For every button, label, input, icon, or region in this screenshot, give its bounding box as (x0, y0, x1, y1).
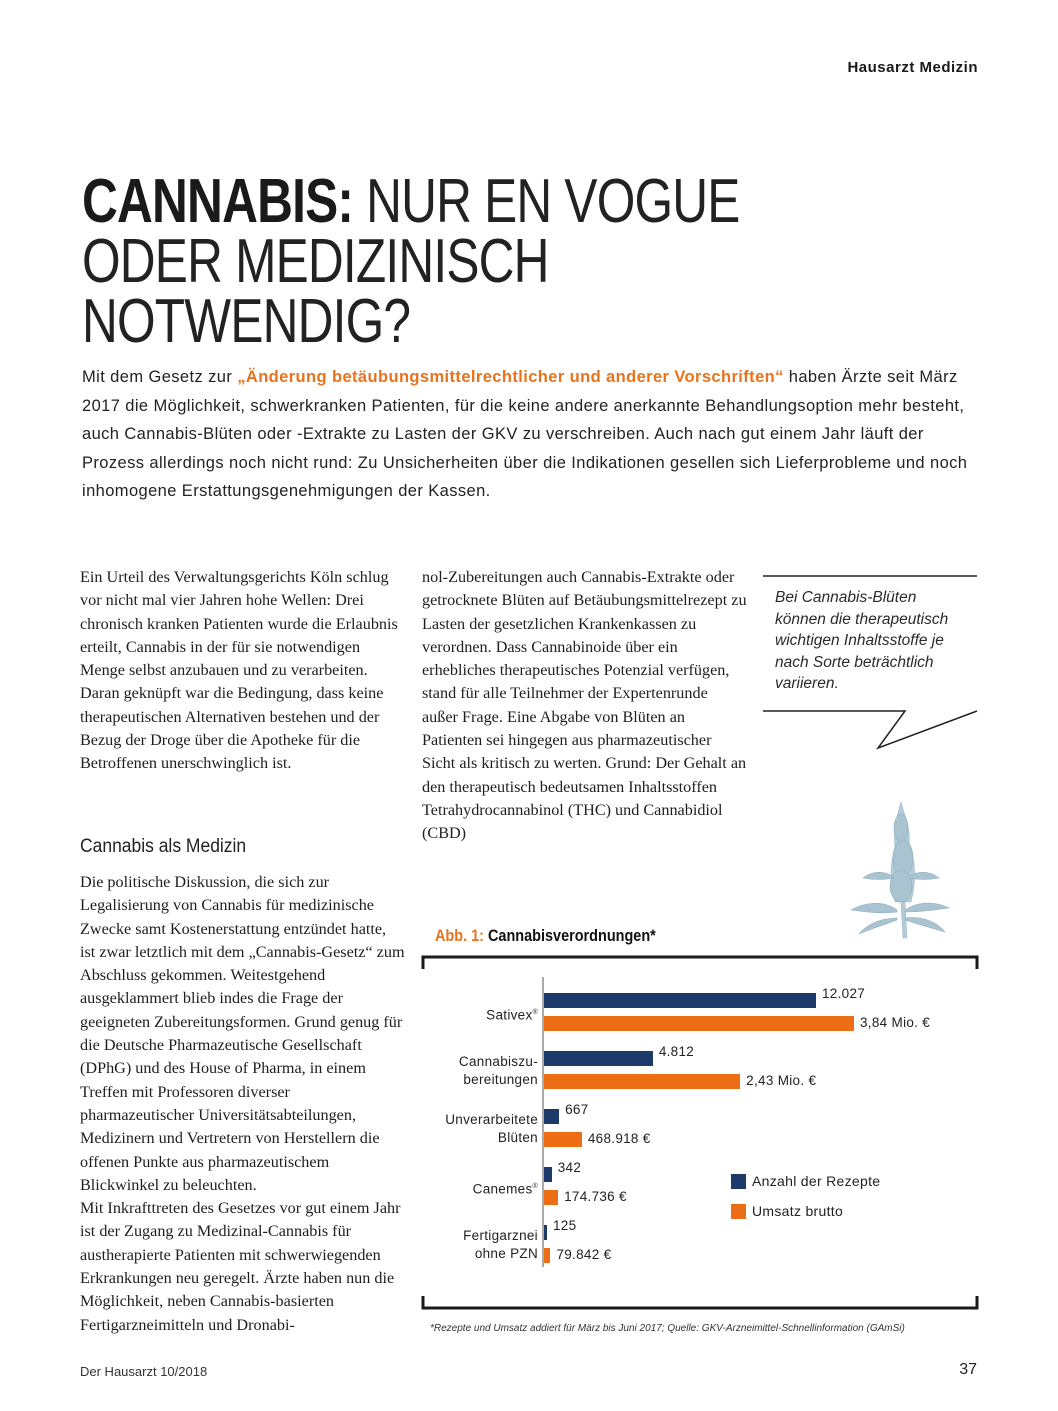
value-label-rezepte: 342 (557, 1160, 582, 1175)
bar-rezepte (544, 1225, 547, 1240)
intro-highlight: „Änderung betäubungsmittelrechtlicher und anderer Vorschriften“ (237, 368, 784, 386)
category-label (398, 1004, 538, 1025)
category-label-line1: Unverarbeitete (445, 1112, 538, 1127)
category-label (398, 1227, 538, 1263)
pull-quote: Bei Cannabis-Blüten können die therapeutisch wichtigen Inhaltsstoffe je nach Sorte beträchtlich variieren. (775, 589, 949, 692)
category-label (398, 1053, 538, 1089)
category-label-line1: Canemes® (472, 1181, 538, 1197)
figure-title (435, 926, 656, 946)
bar-rezepte (544, 1051, 653, 1066)
value-label-umsatz: 2,43 Mio. € (746, 1073, 817, 1088)
registered-mark: ® (532, 1009, 538, 1016)
headline-line1: NUR EN VOGUE (366, 167, 740, 236)
value-label-rezepte: 12.027 (822, 986, 866, 1001)
legend-item-umsatz (731, 1203, 880, 1219)
category-label-line1: Sativex® (486, 1007, 538, 1023)
section-label: Hausarzt Medizin (847, 59, 978, 76)
legend-swatch-blue (731, 1174, 746, 1189)
figure-number: Abb. 1: (435, 926, 484, 945)
headline-line2: ODER MEDIZINISCH NOTWENDIG? (82, 227, 549, 356)
legend-swatch-orange (731, 1204, 746, 1219)
body-col1-p1: Ein Urteil des Verwaltungsgerichts Köln schlug vor nicht mal vier Jahren hohe Wellen: Drei chronisch kranken Patienten wurde die Erlaubnis erteilt, Cannabis in der für sie notwendigen Menge selbst anzubauen und zu verarbeiten. Daran geknüpft war die Bedingung, dass keine therapeutischen Alternativen bestehen und der Bezug der Droge über die Apotheke für die Betroffenen unerschwinglich ist. (80, 568, 398, 773)
value-label-umsatz: 468.918 € (587, 1131, 651, 1146)
figure-name: Cannabisverordnungen* (487, 926, 656, 945)
body-col2-p1: nol-Zubereitungen auch Cannabis-Extrakte oder getrocknete Blüten auf Betäubungsmittelrezept zu Lasten der gesetzlichen Krankenkassen zu verordnen. Dass Cannabinoide über ein erhebliches therapeutisches Potenzial verfügen, stand für alle Teilnehmer der Expertenrunde außer Frage. Eine Abgabe von Blüten an Patienten sei hingegen aus pharmazeutischer Sicht als kritisch zu werten. Grund: Der Gehalt an den therapeutisch bedeutsamen Inhaltsstoffen Tetrahydrocannabinol (THC) und Cannabidiol (CBD) (422, 568, 747, 843)
value-label-rezepte: 125 (553, 1218, 577, 1233)
subheading: Cannabis als Medizin (80, 836, 247, 857)
bar-rezepte (544, 993, 816, 1008)
bar-umsatz (544, 1132, 582, 1147)
bar-rezepte (544, 1167, 552, 1182)
legend-label-rezepte: Anzahl der Rezepte (752, 1173, 881, 1189)
intro-pre: Mit dem Gesetz zur (82, 368, 238, 386)
legend-label-umsatz: Umsatz brutto (752, 1203, 844, 1219)
value-label-umsatz: 174.736 € (564, 1189, 627, 1204)
bar-umsatz (544, 1248, 550, 1263)
registered-mark: ® (532, 1183, 538, 1190)
value-label-umsatz: 79.842 € (556, 1247, 612, 1262)
legend (731, 1173, 880, 1219)
figure-footnote: *Rezepte und Umsatz addiert für März bis Juni 2017; Quelle: GKV-Arzneimittel-Schnellinformation (GAmSi) (430, 1323, 905, 1334)
bar-umsatz (544, 1074, 740, 1089)
category-label-line1: Cannabiszu- (458, 1054, 538, 1069)
category-label-line2: Blüten (497, 1130, 538, 1145)
value-label-umsatz: 3,84 Mio. € (860, 1015, 931, 1030)
category-label (398, 1111, 538, 1147)
value-label-rezepte: 667 (565, 1102, 589, 1117)
category-label-line2: ohne PZN (474, 1246, 538, 1261)
body-col1-p2: Die politische Diskussion, die sich zur Legalisierung von Cannabis für medizinische Zwecke samt Kostenerstattung entzündet hatte, ist zwar letztlich mit dem „Cannabis-Gesetz“ zum Abschluss gekommen. Weitestgehend ausgeklammert blieb indes die Frage der geeigneten Zubereitungsformen. Grund genug für die Deutsche Pharmazeutische Gesellschaft (DPhG) und des House of Pharma, in einem Treffen mit Professoren diverser pharmazeutischer Universitätsabteilungen, Medizinern und Vertretern von Herstellern die offenen Punkte aus pharmazeutischem Blickwinkel zu beleuchten. (80, 873, 405, 1194)
category-label-line2: bereitungen (463, 1072, 538, 1087)
category-label (398, 1178, 538, 1199)
bar-rezepte (544, 1109, 559, 1124)
headline-bold: CANNABIS: (82, 167, 354, 236)
legend-item-rezepte (731, 1173, 880, 1189)
body-col1-p2-wrap (80, 871, 405, 1337)
bar-umsatz (544, 1016, 854, 1031)
intro-paragraph (82, 363, 977, 506)
value-label-rezepte: 4.812 (658, 1044, 695, 1059)
body-col1-p3: Mit Inkrafttreten des Gesetzes vor gut einem Jahr ist der Zugang zu Medizinal-Cannabis für austherapierte Patienten mit schwerwiegenden Erkrankungen neu geregelt. Ärzte haben nun die Möglichkeit, neben Cannabis-basierten Fertigarzneimitteln und Dronabi- (80, 1199, 401, 1334)
footer-publication: Der Hausarzt 10/2018 (80, 1364, 208, 1379)
intro-post: haben Ärzte seit März 2017 die Möglichkeit, schwerkranken Patienten, für die keine andere anerkannte Behandlungsoption mehr besteht, auch Cannabis-Blüten oder -Extrakte zu Lasten der GKV zu verschreiben. Auch nach gut einem Jahr läuft der Prozess allerdings noch nicht rund: Zu Unsicherheiten über die Indikationen gesellen sich Lieferprobleme und noch inhomogene Erstattungsgenehmigungen der Kassen. (82, 368, 968, 501)
page-number: 37 (959, 1361, 977, 1378)
bar-umsatz (544, 1190, 558, 1205)
headline (82, 167, 802, 356)
cannabis-plant-illustration (845, 798, 955, 946)
category-label-line1: Fertigarznei (463, 1228, 538, 1243)
